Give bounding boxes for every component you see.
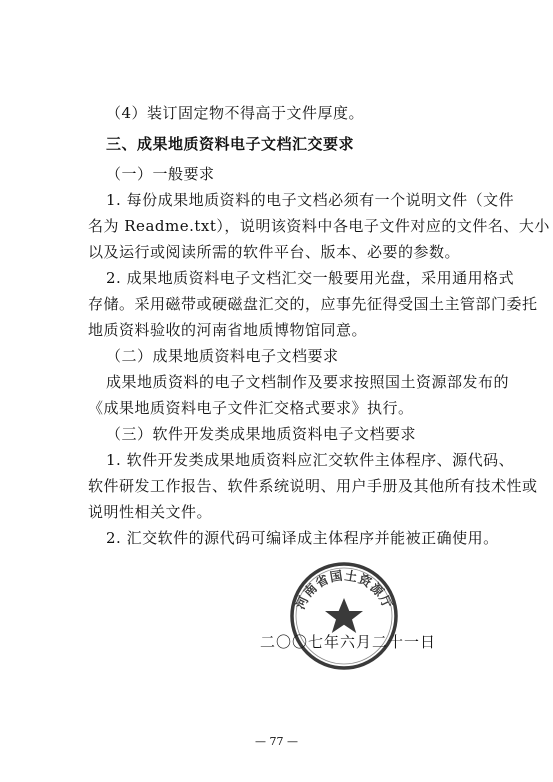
paragraph-2-line-3: 地质资料验收的河南省地质博物馆同意。 (88, 321, 368, 339)
paragraph-2-line-2: 存储。采用磁带或硬磁盘汇交的，应事先征得受国土主管部门委托 (88, 295, 538, 313)
paragraph-5-line-1: 2. 汇交软件的源代码可编译成主体程序并能被正确使用。 (106, 529, 499, 547)
official-seal-stamp (288, 560, 400, 672)
paragraph-1-line-2: 名为 Readme.txt），说明该资料中各电子文件对应的文件名、大小 (88, 217, 550, 235)
clause-4-binding: （4）装订固定物不得高于文件厚度。 (106, 104, 365, 122)
paragraph-4-line-1: 1. 软件开发类成果地质资料应汇交软件主体程序、源代码、 (106, 451, 515, 469)
section-3-heading: 三、成果地质资料电子文档汇交要求 (106, 135, 355, 153)
subsection-3-heading: （三）软件开发类成果地质资料电子文档要求 (106, 425, 417, 443)
paragraph-4-line-2: 软件研发工作报告、软件系统说明、用户手册及其他所有技术性或 (88, 477, 538, 495)
page-number: — 77 — (255, 735, 298, 748)
paragraph-1-line-3: 以及运行或阅读所需的软件平台、版本、必要的参数。 (88, 243, 461, 261)
subsection-1-heading: （一）一般要求 (106, 165, 215, 183)
seal-text: 河南省国土资源厅 (292, 567, 396, 612)
paragraph-4-line-3: 说明性相关文件。 (88, 503, 213, 521)
subsection-2-heading: （二）成果地质资料电子文档要求 (106, 347, 339, 365)
document-date: 二〇〇七年六月二十一日 (260, 633, 437, 651)
seal-star-icon (325, 598, 363, 633)
paragraph-2-line-1: 2. 成果地质资料电子文档汇交一般要用光盘，采用通用格式 (106, 269, 515, 287)
paragraph-1-line-1: 1. 每份成果地质资料的电子文档必须有一个说明文件（文件 (106, 191, 515, 209)
paragraph-3-line-2: 《成果地质资料电子文件汇交格式要求》执行。 (88, 399, 414, 417)
paragraph-3-line-1: 成果地质资料的电子文档制作及要求按照国土资源部发布的 (106, 373, 510, 391)
